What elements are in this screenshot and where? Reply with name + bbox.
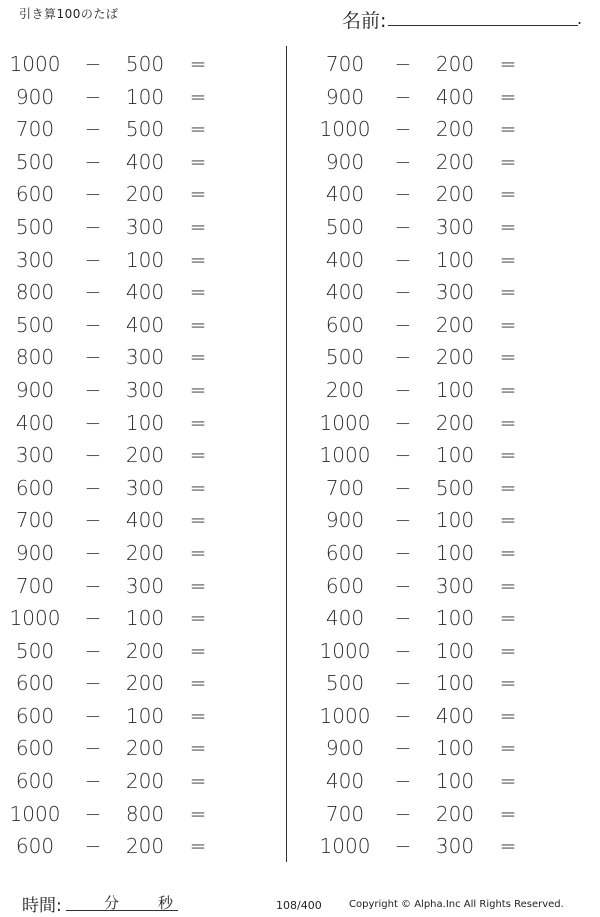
problem-row [315,765,585,798]
subtrahend: 100 [125,606,165,631]
minuend: 1000 [319,834,371,859]
equals-sign: = [189,671,207,696]
minus-sign: − [394,84,412,109]
problem-row [5,341,275,374]
minus-sign: − [84,377,102,402]
minus-sign: − [394,52,412,76]
problem-row [5,700,275,733]
subtrahend: 200 [435,312,475,337]
minuend: 600 [15,703,55,728]
problem-row [5,570,275,603]
minuend: 400 [325,182,365,207]
minus-sign: − [394,117,412,142]
problem-row [5,798,275,831]
subtrahend: 500 [125,52,165,76]
equals-sign: = [189,182,207,207]
minus-sign: − [394,638,412,663]
minuend: 500 [15,638,55,663]
equals-sign: = [499,540,517,565]
minus-sign: − [394,247,412,272]
minuend: 900 [325,84,365,109]
equals-sign: = [499,508,517,533]
problem-row [315,830,585,863]
column-divider [286,46,287,862]
equals-sign: = [189,606,207,631]
subtrahend: 300 [435,834,475,859]
equals-sign: = [189,443,207,468]
minuend: 1000 [319,117,371,142]
subtrahend: 200 [435,117,475,142]
problem-row [5,667,275,700]
subtrahend: 100 [435,377,475,402]
minuend: 1000 [9,801,61,826]
subtrahend: 100 [435,736,475,761]
problem-row [5,113,275,146]
minuend: 600 [15,736,55,761]
minus-sign: − [84,182,102,207]
minuend: 600 [15,182,55,207]
equals-sign: = [499,736,517,761]
problem-row [5,178,275,211]
minuend: 500 [15,214,55,239]
minus-sign: − [394,280,412,305]
problem-row [315,309,585,342]
minuend: 1000 [319,703,371,728]
minuend: 700 [325,801,365,826]
subtrahend: 100 [435,508,475,533]
problem-row [315,146,585,179]
problem-row [5,537,275,570]
equals-sign: = [499,475,517,500]
problem-row [315,244,585,277]
minus-sign: − [394,182,412,207]
subtrahend: 300 [435,573,475,598]
equals-sign: = [499,182,517,207]
minus-sign: − [394,801,412,826]
subtrahend: 500 [125,117,165,142]
subtrahend: 200 [125,443,165,468]
minus-sign: − [84,84,102,109]
minuend: 800 [15,280,55,305]
minuend: 600 [15,671,55,696]
equals-sign: = [189,312,207,337]
problem-row [5,830,275,863]
problem-row [315,276,585,309]
subtrahend: 200 [125,638,165,663]
subtrahend: 200 [125,736,165,761]
minuend: 600 [325,540,365,565]
minus-sign: − [84,703,102,728]
subtrahend: 200 [125,182,165,207]
minus-sign: − [84,736,102,761]
minus-sign: − [394,410,412,435]
minuend: 900 [325,508,365,533]
equals-sign: = [499,312,517,337]
problem-row [5,732,275,765]
problem-row [315,374,585,407]
subtrahend: 200 [435,52,475,76]
minus-sign: − [84,769,102,794]
worksheet-title: 引き算100のたば [19,7,119,21]
subtrahend: 500 [435,475,475,500]
equals-sign: = [189,508,207,533]
minuend: 1000 [319,410,371,435]
equals-sign: = [499,410,517,435]
subtrahend: 100 [125,247,165,272]
subtrahend: 100 [435,671,475,696]
problem-row [5,504,275,537]
subtrahend: 300 [435,280,475,305]
equals-sign: = [189,801,207,826]
minus-sign: − [394,443,412,468]
problem-row [315,439,585,472]
problem-row [315,798,585,831]
minus-sign: − [84,52,102,76]
minuend: 600 [15,769,55,794]
problem-row [315,113,585,146]
subtrahend: 100 [435,247,475,272]
problem-row [315,504,585,537]
subtrahend: 100 [125,703,165,728]
problem-row [315,635,585,668]
problem-row [5,309,275,342]
minus-sign: − [84,214,102,239]
minus-sign: − [84,117,102,142]
minus-sign: − [394,671,412,696]
equals-sign: = [189,52,207,76]
equals-sign: = [499,703,517,728]
equals-sign: = [189,736,207,761]
minus-sign: − [394,834,412,859]
equals-sign: = [189,214,207,239]
equals-sign: = [189,540,207,565]
subtrahend: 100 [125,84,165,109]
minus-sign: − [394,703,412,728]
subtrahend: 200 [435,182,475,207]
minuend: 1000 [319,443,371,468]
minus-sign: − [84,443,102,468]
minuend: 800 [15,345,55,370]
minus-sign: − [394,312,412,337]
problem-row [5,635,275,668]
equals-sign: = [189,769,207,794]
minuend: 700 [325,475,365,500]
subtrahend: 100 [435,638,475,663]
problem-row [315,732,585,765]
subtrahend: 100 [435,769,475,794]
minus-sign: − [394,573,412,598]
minuend: 500 [15,149,55,174]
subtrahend: 100 [435,540,475,565]
problem-row [5,374,275,407]
minuend: 600 [15,475,55,500]
minus-sign: − [394,475,412,500]
minus-sign: − [394,540,412,565]
problem-row [315,570,585,603]
page-number: 108/400 [276,899,322,912]
subtrahend: 400 [435,703,475,728]
minuend: 300 [15,247,55,272]
minus-sign: − [84,508,102,533]
minuend: 1000 [319,638,371,663]
subtrahend: 200 [435,801,475,826]
problem-row [5,407,275,440]
equals-sign: = [189,410,207,435]
subtrahend: 400 [125,312,165,337]
minuend: 700 [15,117,55,142]
subtrahend: 300 [125,345,165,370]
equals-sign: = [189,84,207,109]
equals-sign: = [499,801,517,826]
subtrahend: 200 [435,410,475,435]
problem-row [5,472,275,505]
minuend: 200 [325,377,365,402]
equals-sign: = [189,475,207,500]
equals-sign: = [499,573,517,598]
equals-sign: = [499,280,517,305]
problem-row [5,244,275,277]
minus-sign: − [84,540,102,565]
problem-row [315,407,585,440]
minuend: 900 [15,377,55,402]
problem-row [5,211,275,244]
subtrahend: 200 [125,769,165,794]
minuend: 900 [15,540,55,565]
equals-sign: = [189,573,207,598]
minuend: 400 [15,410,55,435]
minus-sign: − [84,671,102,696]
problem-row [5,602,275,635]
minuend: 600 [325,312,365,337]
minus-sign: − [394,149,412,174]
minus-sign: − [84,410,102,435]
subtrahend: 300 [125,573,165,598]
subtrahend: 100 [125,410,165,435]
problem-row [5,276,275,309]
problem-row [315,341,585,374]
minus-sign: − [394,736,412,761]
equals-sign: = [499,443,517,468]
problem-row [315,178,585,211]
equals-sign: = [499,345,517,370]
minus-sign: − [394,377,412,402]
minus-sign: − [84,573,102,598]
left-problem-column [5,48,275,863]
equals-sign: = [499,638,517,663]
seconds-label: 秒 [158,894,174,912]
minuend: 900 [15,84,55,109]
minus-sign: − [394,345,412,370]
equals-sign: = [499,247,517,272]
subtrahend: 200 [125,671,165,696]
equals-sign: = [499,117,517,142]
equals-sign: = [189,149,207,174]
problem-row [315,700,585,733]
problem-row [315,667,585,700]
equals-sign: = [189,703,207,728]
equals-sign: = [189,117,207,142]
subtrahend: 800 [125,801,165,826]
minuend: 300 [15,443,55,468]
minuend: 500 [325,671,365,696]
minus-sign: − [84,475,102,500]
subtrahend: 200 [125,540,165,565]
equals-sign: = [189,247,207,272]
time-label: 時間: [22,896,62,916]
subtrahend: 200 [435,345,475,370]
minus-sign: − [84,834,102,859]
subtrahend: 200 [435,149,475,174]
minuend: 700 [325,52,365,76]
equals-sign: = [189,280,207,305]
minuend: 400 [325,769,365,794]
equals-sign: = [499,834,517,859]
minuend: 400 [325,247,365,272]
subtrahend: 300 [125,377,165,402]
right-problem-column [315,48,585,863]
equals-sign: = [499,606,517,631]
subtrahend: 400 [125,149,165,174]
subtrahend: 400 [125,508,165,533]
minuend: 600 [15,834,55,859]
problem-row [5,146,275,179]
minuend: 1000 [9,52,61,76]
problem-row [5,439,275,472]
equals-sign: = [189,638,207,663]
minus-sign: − [394,769,412,794]
problem-row [315,602,585,635]
equals-sign: = [189,377,207,402]
problem-row [315,211,585,244]
subtrahend: 400 [125,280,165,305]
copyright-text: Copyright © Alpha.Inc All Rights Reserved. [349,899,564,910]
name-field-end-dot: . [577,9,583,28]
subtrahend: 400 [435,84,475,109]
minuend: 700 [15,508,55,533]
minuend: 500 [325,345,365,370]
problem-row [5,48,275,81]
subtrahend: 100 [435,606,475,631]
subtrahend: 200 [125,834,165,859]
subtrahend: 100 [435,443,475,468]
equals-sign: = [499,52,517,76]
problem-row [315,81,585,114]
minus-sign: − [84,638,102,663]
subtrahend: 300 [125,475,165,500]
minuend: 500 [15,312,55,337]
equals-sign: = [499,84,517,109]
minuend: 700 [15,573,55,598]
minus-sign: − [84,247,102,272]
minus-sign: − [84,280,102,305]
equals-sign: = [499,377,517,402]
minuend: 1000 [9,606,61,631]
equals-sign: = [499,671,517,696]
equals-sign: = [499,769,517,794]
minuend: 400 [325,280,365,305]
equals-sign: = [499,214,517,239]
minuend: 400 [325,606,365,631]
problem-row [315,537,585,570]
minus-sign: − [84,606,102,631]
minus-sign: − [84,801,102,826]
minuend: 900 [325,736,365,761]
minus-sign: − [84,312,102,337]
minutes-label: 分 [104,894,120,912]
equals-sign: = [189,345,207,370]
name-field-line[interactable] [388,25,578,26]
minus-sign: − [394,508,412,533]
minus-sign: − [84,149,102,174]
subtrahend: 300 [125,214,165,239]
problem-row [315,472,585,505]
minus-sign: − [394,606,412,631]
equals-sign: = [499,149,517,174]
equals-sign: = [189,834,207,859]
minuend: 600 [325,573,365,598]
name-label: 名前: [342,10,387,32]
minuend: 900 [325,149,365,174]
minuend: 500 [325,214,365,239]
problem-row [5,81,275,114]
problem-row [5,765,275,798]
problem-row [315,48,585,81]
minus-sign: − [394,214,412,239]
subtrahend: 300 [435,214,475,239]
minus-sign: − [84,345,102,370]
